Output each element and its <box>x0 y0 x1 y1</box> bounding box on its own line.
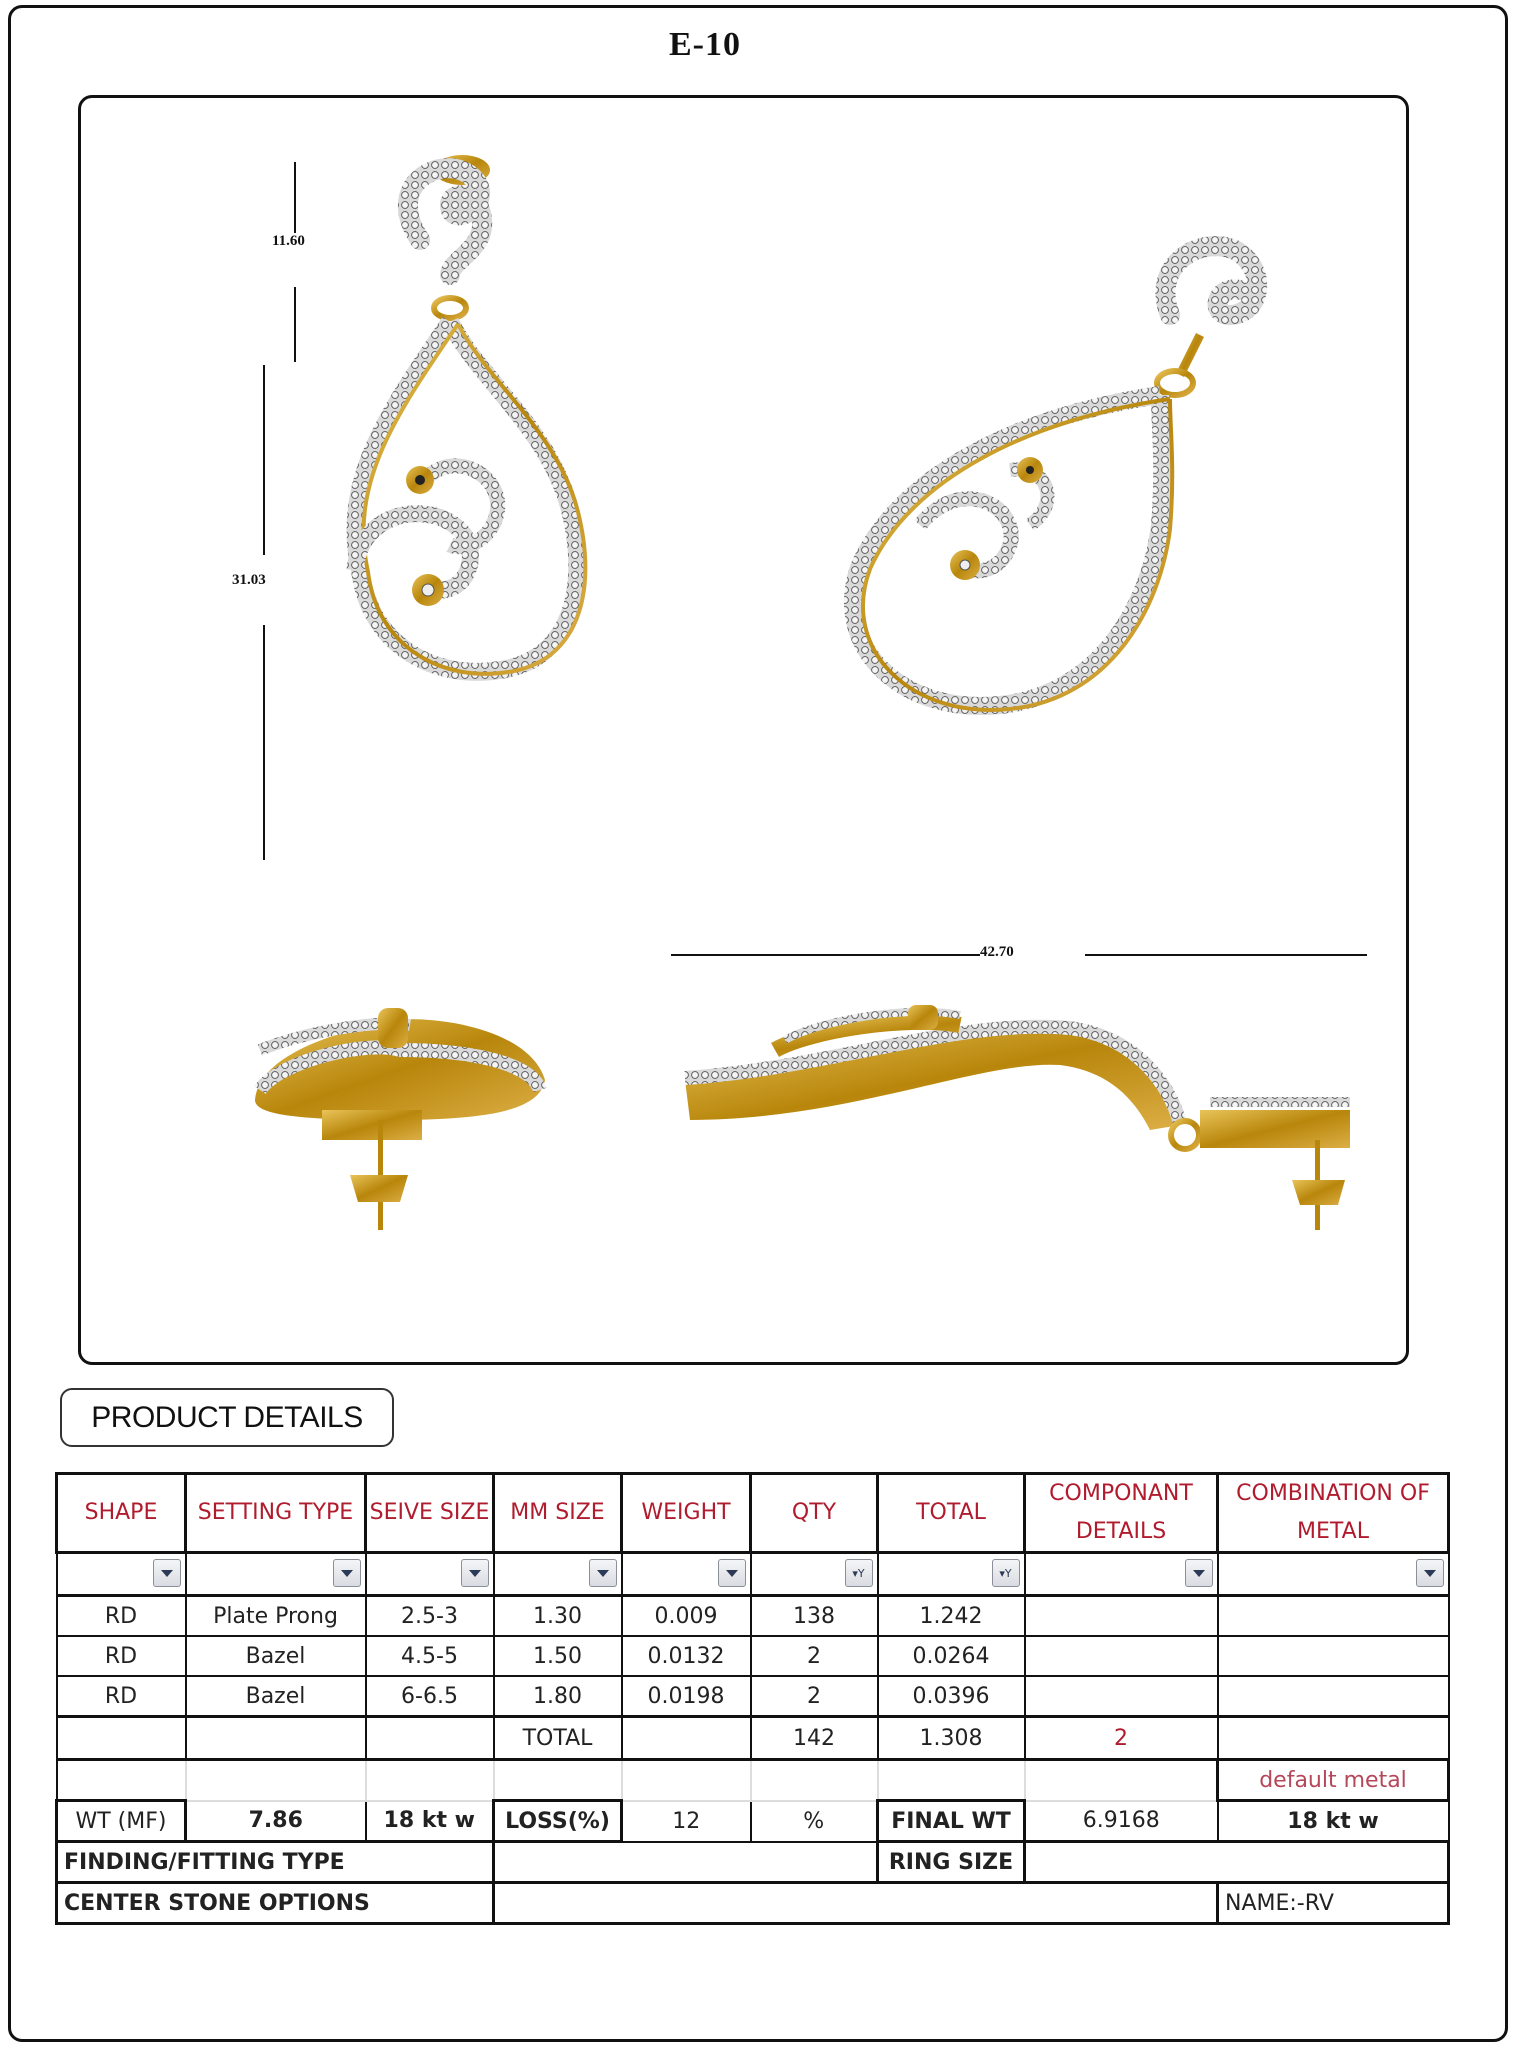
header-shape: SHAPE <box>57 1474 186 1553</box>
filter-dropdown-seive-size[interactable] <box>461 1559 489 1587</box>
table-header-row <box>57 1474 1449 1553</box>
cell-setting: Plate Prong <box>186 1596 366 1637</box>
header-mm-size: MM SIZE <box>494 1474 622 1553</box>
totals-total: 1.308 <box>878 1717 1025 1760</box>
cell-weight: 0.009 <box>622 1596 751 1637</box>
wt-mf-value: 7.86 <box>186 1801 366 1842</box>
chevron-down-icon <box>1193 1570 1205 1577</box>
chevron-down-icon <box>341 1570 353 1577</box>
cell-mm: 1.50 <box>494 1636 622 1676</box>
cell-shape: RD <box>57 1636 186 1676</box>
final-wt-value: 6.9168 <box>1025 1801 1218 1842</box>
header-weight: WEIGHT <box>622 1474 751 1553</box>
header-setting-type: SETTING TYPE <box>186 1474 366 1553</box>
dim-line-top-lower <box>294 287 296 362</box>
funnel-filter-icon: ▾Y <box>852 1566 865 1580</box>
finding-fitting-type-value[interactable] <box>494 1842 878 1883</box>
header-componant-details: COMPONANT DETAILS <box>1025 1474 1218 1553</box>
cell-sieve: 6-6.5 <box>366 1676 494 1717</box>
filter-dropdown-weight[interactable] <box>718 1559 746 1587</box>
totals-label: TOTAL <box>494 1717 622 1760</box>
filter-active-total[interactable] <box>992 1559 1020 1587</box>
cell-total: 0.0396 <box>878 1676 1025 1717</box>
chevron-down-icon <box>726 1570 738 1577</box>
filter-dropdown-mm-size[interactable] <box>589 1559 617 1587</box>
totals-component: 2 <box>1025 1717 1218 1760</box>
ring-size-value[interactable] <box>1025 1842 1449 1883</box>
filter-dropdown-metal[interactable] <box>1416 1559 1444 1587</box>
header-total: TOTAL <box>878 1474 1025 1553</box>
loss-unit: % <box>751 1801 878 1842</box>
center-stone-options-value[interactable] <box>494 1883 1218 1924</box>
cell-metal <box>1218 1676 1449 1717</box>
side-view-end-earring-image <box>240 990 570 1230</box>
name-label: NAME:-RV <box>1218 1883 1449 1924</box>
cell-component <box>1025 1596 1218 1637</box>
wt-metal: 18 kt w <box>366 1801 494 1842</box>
center-stone-options-label: CENTER STONE OPTIONS <box>57 1883 494 1924</box>
finding-fitting-type-label: FINDING/FITTING TYPE <box>57 1842 494 1883</box>
default-metal-label: default metal <box>1218 1760 1449 1801</box>
cell-weight: 0.0198 <box>622 1676 751 1717</box>
weight-row <box>57 1801 1449 1842</box>
dim-line-length-right <box>1085 954 1367 956</box>
cell-mm: 1.30 <box>494 1596 622 1637</box>
perspective-view-earring-image <box>820 225 1300 785</box>
cell-metal <box>1218 1596 1449 1637</box>
chevron-down-icon <box>1424 1570 1436 1577</box>
funnel-filter-icon: ▾Y <box>999 1566 1012 1580</box>
product-details-label: PRODUCT DETAILS <box>60 1388 394 1447</box>
cell-setting: Bazel <box>186 1676 366 1717</box>
cell-shape: RD <box>57 1596 186 1637</box>
chevron-down-icon <box>161 1570 173 1577</box>
totals-row <box>57 1717 1449 1760</box>
center-stone-row <box>57 1883 1449 1924</box>
header-combination-of-metal: COMBINATION OF METAL <box>1218 1474 1449 1553</box>
final-metal: 18 kt w <box>1218 1801 1449 1842</box>
chevron-down-icon <box>597 1570 609 1577</box>
cell-setting: Bazel <box>186 1636 366 1676</box>
filter-active-qty[interactable] <box>845 1559 873 1587</box>
totals-qty: 142 <box>751 1717 878 1760</box>
filter-row <box>57 1553 1449 1596</box>
design-code-title: E-10 <box>669 26 741 63</box>
dim-line-length-left <box>671 954 981 956</box>
filter-dropdown-componant[interactable] <box>1185 1559 1213 1587</box>
cell-qty: 138 <box>751 1596 878 1637</box>
dim-line-top-upper <box>294 162 296 234</box>
header-seive-size: SEIVE SIZE <box>366 1474 494 1553</box>
side-view-profile-earring-image <box>680 990 1400 1230</box>
cell-total: 1.242 <box>878 1596 1025 1637</box>
header-qty: QTY <box>751 1474 878 1553</box>
cell-qty: 2 <box>751 1676 878 1717</box>
cell-mm: 1.80 <box>494 1676 622 1717</box>
chevron-down-icon <box>469 1570 481 1577</box>
loss-value: 12 <box>622 1801 751 1842</box>
wt-mf-label: WT (MF) <box>57 1801 186 1842</box>
filter-dropdown-setting-type[interactable] <box>333 1559 361 1587</box>
cell-sieve: 2.5-3 <box>366 1596 494 1637</box>
cell-component <box>1025 1636 1218 1676</box>
dim-line-drop-upper <box>263 365 265 555</box>
default-metal-row <box>57 1760 1449 1801</box>
cell-sieve: 4.5-5 <box>366 1636 494 1676</box>
cell-weight: 0.0132 <box>622 1636 751 1676</box>
filter-dropdown-shape[interactable] <box>153 1559 181 1587</box>
dim-label-drop-height: 31.03 <box>232 572 266 588</box>
table-row <box>57 1596 1449 1637</box>
front-view-earring-image <box>300 150 620 870</box>
table-row <box>57 1676 1449 1717</box>
dim-label-top-height: 11.60 <box>272 233 305 249</box>
finding-row <box>57 1842 1449 1883</box>
table-row <box>57 1636 1449 1676</box>
product-details-table <box>55 1472 1450 1925</box>
cell-component <box>1025 1676 1218 1717</box>
ring-size-label: RING SIZE <box>878 1842 1025 1883</box>
cell-metal <box>1218 1636 1449 1676</box>
loss-label: LOSS(%) <box>494 1801 622 1842</box>
final-wt-label: FINAL WT <box>878 1801 1025 1842</box>
dim-line-drop-lower <box>263 625 265 860</box>
cell-total: 0.0264 <box>878 1636 1025 1676</box>
cell-qty: 2 <box>751 1636 878 1676</box>
dim-label-side-length: 42.70 <box>980 944 1014 960</box>
cell-shape: RD <box>57 1676 186 1717</box>
